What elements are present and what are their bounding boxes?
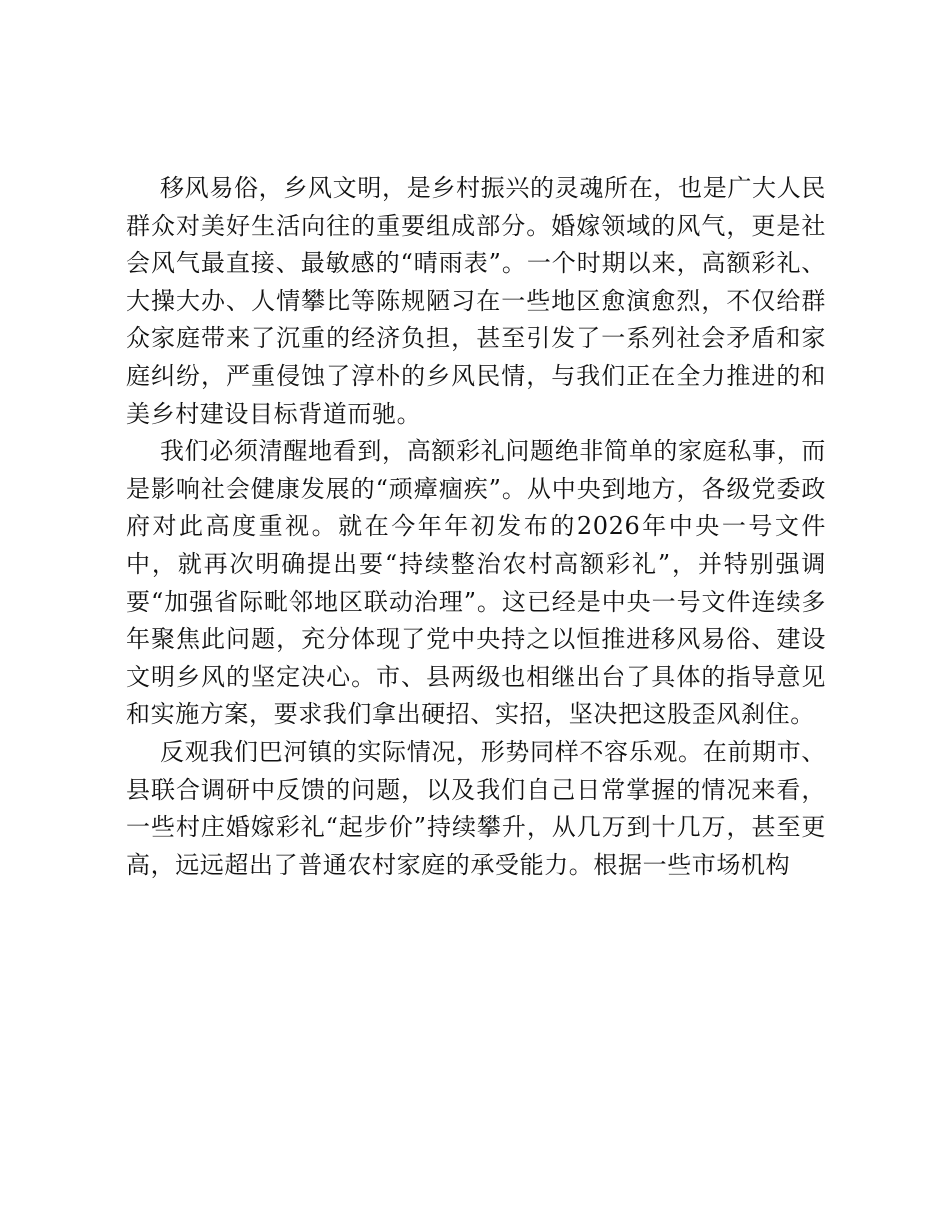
document-body <box>126 170 826 884</box>
paragraph-1: 移风易俗，乡风文明，是乡村振兴的灵魂所在，也是广大人民群众对美好生活向往的重要组成部分。婚嫁领域的风气，更是社会风气最直接、最敏感的“晴雨表”。一个时期以来，高额彩礼、大操大办、人情攀比等陈规陋习在一些地区愈演愈烈，不仅给群众家庭带来了沉重的经济负担，甚至引发了一系列社会矛盾和家庭纠纷，严重侵蚀了淳朴的乡风民情，与我们正在全力推进的和美乡村建设目标背道而驰。 <box>126 174 826 428</box>
paragraph-3: 反观我们巴河镇的实际情况，形势同样不容乐观。在前期市、县联合调研中反馈的问题，以及我们自己日常掌握的情况来看，一些村庄婚嫁彩礼“起步价”持续攀升，从几万到十几万，甚至更高，远远超出了普通农村家庭的承受能力。根据一些市场机构 <box>126 737 826 879</box>
paragraph-2: 我们必须清醒地看到，高额彩礼问题绝非简单的家庭私事，而是影响社会健康发展的“顽瘴痼疾”。从中央到地方，各级党委政府对此高度重视。就在今年年初发布的2026年中央一号文件中，就再次明确提出要“持续整治农村高额彩礼”，并特别强调要“加强省际毗邻地区联动治理”。这已经是中央一号文件连续多年聚焦此问题，充分体现了党中央持之以恒推进移风易俗、建设文明乡风的坚定决心。市、县两级也相继出台了具体的指导意见和实施方案，要求我们拿出硬招、实招，坚决把这股歪风刹住。 <box>126 437 826 729</box>
